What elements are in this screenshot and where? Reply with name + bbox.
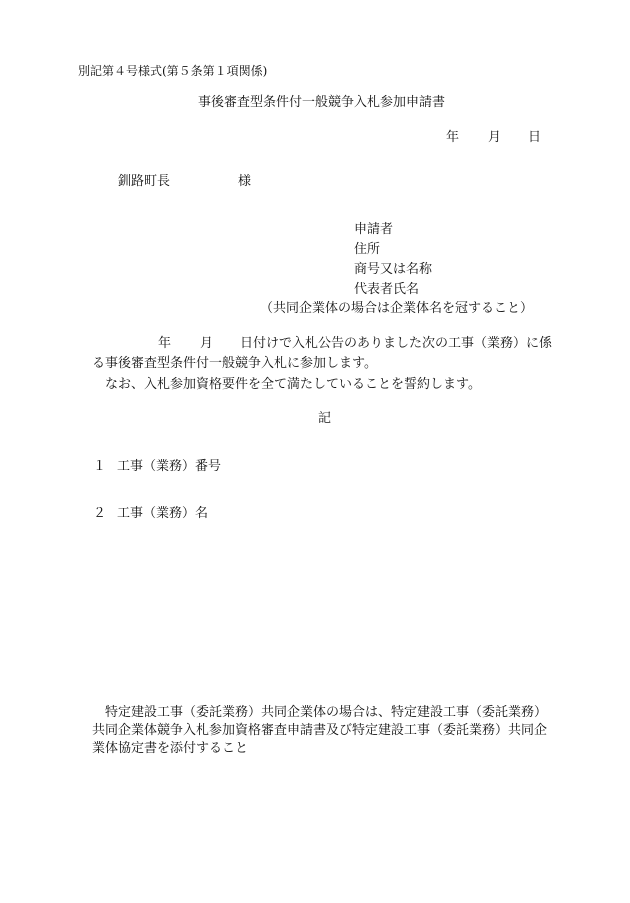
form-number: 別記第４号様式(第５条第１項関係) <box>78 64 268 78</box>
body-year-label: 年 <box>158 336 172 351</box>
applicant-representative-label: 代表者氏名 <box>354 282 420 297</box>
body-line3-text: なお、入札参加資格要件を全て満たしていることを誓約します。 <box>105 377 481 392</box>
footer-note <box>92 704 547 758</box>
item-1-number: １ <box>93 459 107 474</box>
addressee-honorific: 様 <box>238 174 252 189</box>
footer-note-line2: 共同企業体競争入札参加資格審査申請書及び特定建設工事（委託業務）共同企 <box>92 723 548 738</box>
item-1-label: 工事（業務）番号 <box>117 459 222 474</box>
applicant-note: （共同企業体の場合は企業体名を冠すること） <box>260 301 534 316</box>
item-2-label: 工事（業務）名 <box>117 506 209 521</box>
applicant-address-label: 住所 <box>354 242 381 257</box>
date-year-label: 年 <box>446 130 460 145</box>
date-month-label: 月 <box>488 130 502 145</box>
applicant-company-label: 商号又は名称 <box>354 262 433 277</box>
date-day-label: 日 <box>528 130 542 145</box>
document-title: 事後審査型条件付一般競争入札参加申請書 <box>198 95 446 110</box>
addressee-name: 釧路町長 <box>118 174 171 189</box>
applicant-heading: 申請者 <box>354 222 394 237</box>
body-line1-text: 日付けで入札公告のありました次の工事（業務）に係 <box>240 336 553 351</box>
item-2-number: ２ <box>93 506 107 521</box>
body-line2-text: る事後審査型条件付一般競争入札に参加します。 <box>92 356 377 371</box>
ki-heading: 記 <box>318 411 332 426</box>
footer-note-line3: 業体協定書を添付すること <box>92 741 249 756</box>
body-month-label: 月 <box>200 336 214 351</box>
footer-note-line1: 特定建設工事（委託業務）共同企業体の場合は、特定建設工事（委託業務） <box>105 705 548 720</box>
